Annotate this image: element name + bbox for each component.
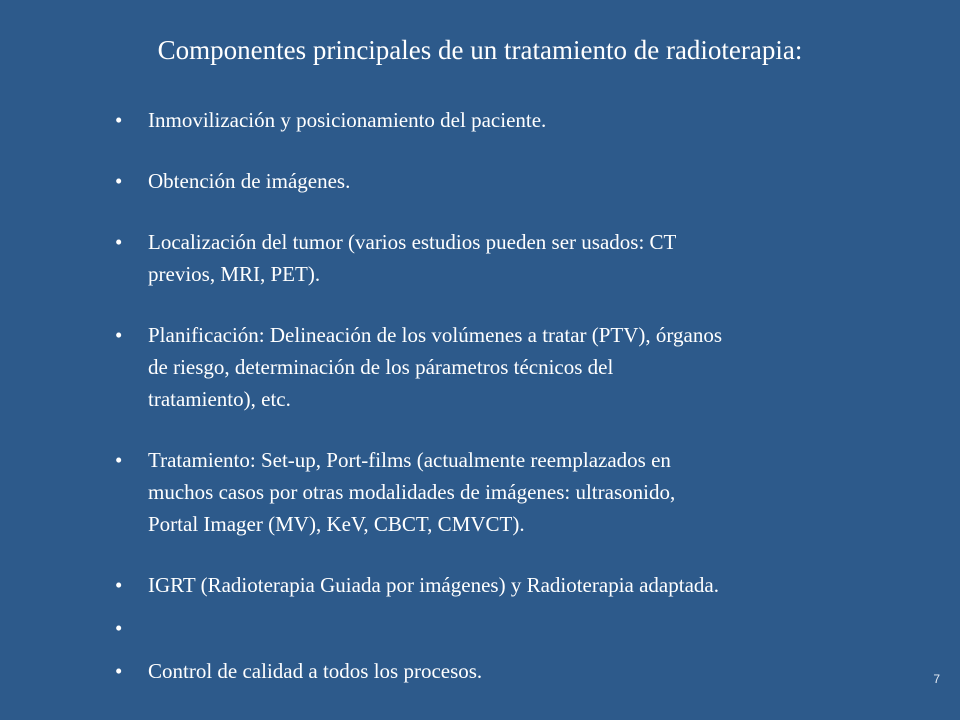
bullet-text: Portal Imager (MV), KeV, CBCT, CMVCT). — [148, 512, 525, 536]
bullet-item — [115, 165, 915, 197]
bullet-text: de riesgo, determinación de los párametros técnicos del — [148, 355, 614, 379]
bullet-dot: • — [115, 323, 123, 347]
bullet-item — [115, 569, 915, 601]
slide-title: Componentes principales de un tratamiento de radioterapia: — [157, 35, 803, 65]
bullet-text: Obtención de imágenes. — [148, 169, 351, 193]
bullet-text: Control de calidad a todos los procesos. — [148, 659, 483, 683]
bullet-text: IGRT (Radioterapia Guiada por imágenes) y Radioterapia adaptada. — [148, 573, 719, 597]
bullet-item — [115, 444, 915, 540]
bullet-item — [115, 226, 915, 290]
bullet-dot: • — [115, 659, 123, 683]
bullet-item — [115, 104, 915, 136]
bullet-list — [115, 104, 915, 716]
bullet-item — [115, 319, 915, 415]
bullet-dot: • — [115, 573, 123, 597]
bullet-item-empty — [115, 612, 915, 644]
bullet-dot: • — [115, 616, 123, 640]
bullet-text: tratamiento), etc. — [148, 387, 291, 411]
bullet-dot: • — [115, 169, 123, 193]
page-number: 7 — [933, 672, 940, 686]
bullet-text: Planificación: Delineación de los volúmenes a tratar (PTV), órganos — [148, 323, 723, 347]
bullet-text: previos, MRI, PET). — [148, 262, 321, 286]
bullet-dot: • — [115, 230, 123, 254]
bullet-text: Localización del tumor (varios estudios pueden ser usados: CT — [148, 230, 677, 254]
bullet-text: muchos casos por otras modalidades de imágenes: ultrasonido, — [148, 480, 676, 504]
bullet-text — [148, 612, 915, 644]
bullet-dot: • — [115, 108, 123, 132]
bullet-text: Inmovilización y posicionamiento del paciente. — [148, 108, 547, 132]
bullet-dot: • — [115, 448, 123, 472]
bullet-text: Tratamiento: Set-up, Port-films (actualmente reemplazados en — [148, 448, 671, 472]
bullet-item — [115, 655, 915, 687]
